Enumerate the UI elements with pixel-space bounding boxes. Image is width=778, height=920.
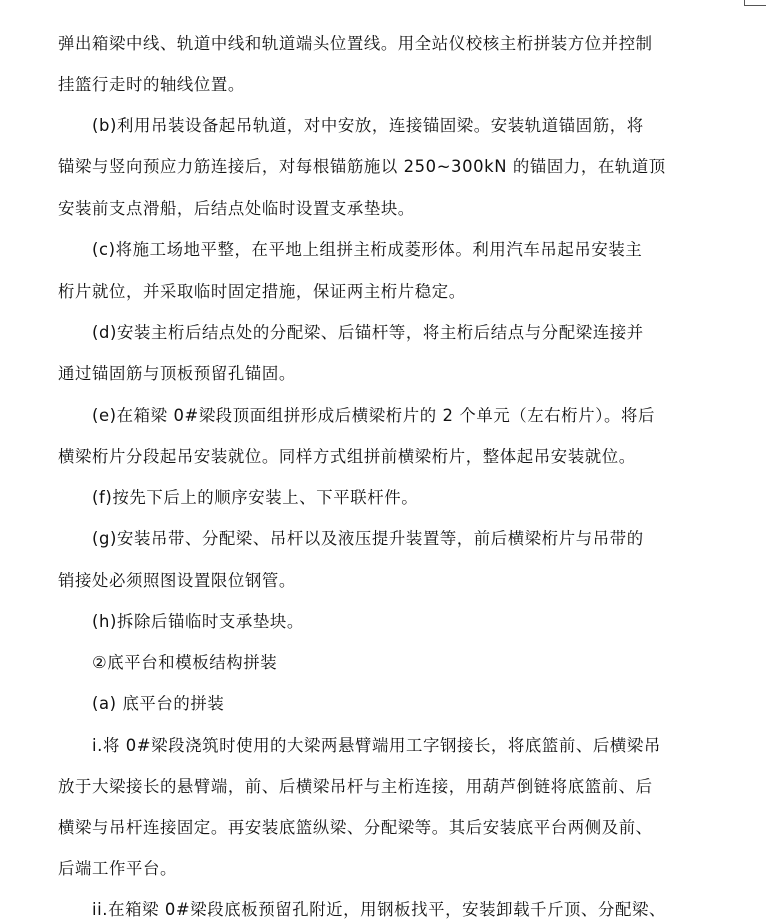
text-line: 锚梁与竖向预应力筋连接后，对每根锚筋施以 250~300kN 的锚固力，在轨道顶 — [58, 157, 666, 176]
text-line: (a) 底平台的拼装 — [92, 694, 225, 713]
text-line: (g)安装吊带、分配梁、吊杆以及液压提升装置等，前后横梁桁片与吊带的 — [92, 529, 644, 548]
text-line: (f)按先下后上的顺序安装上、下平联杆件。 — [92, 488, 419, 507]
text-line: 横梁与吊杆连接固定。再安装底篮纵梁、分配梁等。其后安装底平台两侧及前、 — [58, 818, 653, 837]
text-line: 横梁桁片分段起吊安装就位。同样方式组拼前横梁桁片，整体起吊安装就位。 — [58, 447, 636, 466]
text-line: (c)将施工场地平整，在平地上组拼主桁成菱形体。利用汽车吊起吊安装主 — [92, 240, 643, 259]
text-line: (d)安装主桁后结点处的分配梁、后锚杆等，将主桁后结点与分配梁连接并 — [92, 323, 644, 342]
text-line: (b)利用吊装设备起吊轨道，对中安放，连接锚固梁。安装轨道锚固筋，将 — [92, 116, 644, 135]
text-line: 后端工作平台。 — [58, 859, 177, 878]
text-line: (h)拆除后锚临时支承垫块。 — [92, 612, 304, 631]
text-line: i.将 0#梁段浇筑时使用的大梁两悬臂端用工字钢接长，将底篮前、后横梁吊 — [92, 736, 661, 755]
corner-crop-mark — [744, 0, 766, 6]
text-line: 桁片就位，并采取临时固定措施，保证两主桁片稳定。 — [58, 282, 466, 301]
text-line: 通过锚固筋与顶板预留孔锚固。 — [58, 364, 296, 383]
text-line: (e)在箱梁 0#梁段顶面组拼形成后横梁桁片的 2 个单元（左右桁片）。将后 — [92, 406, 656, 425]
text-line: ii.在箱梁 0#梁段底板预留孔附近，用钢板找平，安装卸载千斤顶、分配梁、 — [92, 900, 666, 919]
text-line: 放于大梁接长的悬臂端，前、后横梁吊杆与主桁连接，用葫芦倒链将底篮前、后 — [58, 777, 653, 796]
text-line: ②底平台和模板结构拼装 — [92, 653, 278, 672]
text-line: 弹出箱梁中线、轨道中线和轨道端头位置线。用全站仪校核主桁拼装方位并控制 — [58, 34, 653, 53]
text-line: 安装前支点滑船，后结点处临时设置支承垫块。 — [58, 199, 415, 218]
text-line: 销接处必须照图设置限位钢管。 — [58, 571, 296, 590]
text-line: 挂篮行走时的轴线位置。 — [58, 75, 245, 94]
